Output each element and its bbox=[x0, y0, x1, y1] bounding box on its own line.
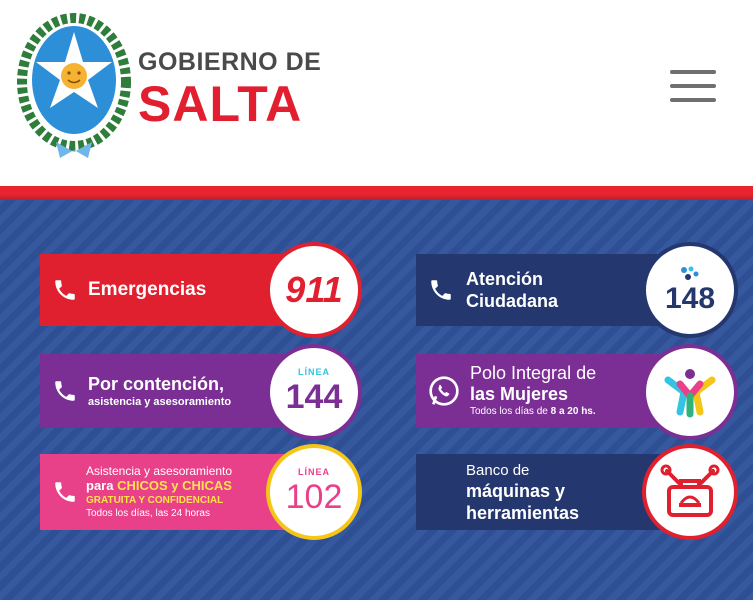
hamburger-menu-icon[interactable] bbox=[670, 68, 716, 106]
women-line2: las Mujeres bbox=[470, 384, 569, 404]
phone-icon bbox=[428, 277, 454, 303]
kids-line3: GRATUITA Y CONFIDENCIAL bbox=[86, 495, 224, 506]
dots-logo-icon bbox=[679, 265, 701, 283]
women-schedule bbox=[470, 405, 596, 419]
line-144-badge bbox=[266, 344, 362, 440]
emergency-line-card[interactable] bbox=[40, 242, 366, 332]
menu-bar bbox=[670, 84, 716, 88]
citizen-line1: Atención bbox=[466, 269, 544, 289]
tools-line1: Banco de bbox=[466, 461, 530, 479]
emergency-label: Emergencias bbox=[88, 279, 207, 300]
contention-line-card[interactable] bbox=[40, 344, 366, 440]
kids-line2-highlight: CHICOS y CHICAS bbox=[117, 478, 232, 493]
contention-label: Por contención, bbox=[88, 374, 225, 394]
women-schedule-prefix: Todos los días de bbox=[470, 406, 551, 417]
line-148-badge bbox=[642, 242, 738, 338]
women-pole-card[interactable] bbox=[416, 344, 742, 440]
line-102-badge bbox=[266, 444, 362, 540]
contact-lines-banner bbox=[0, 186, 753, 600]
kids-text bbox=[86, 464, 232, 520]
polo-mujeres-logo-icon bbox=[660, 362, 720, 422]
contention-sublabel: asistencia y asesoramiento bbox=[88, 396, 232, 408]
citizen-line-card[interactable] bbox=[416, 242, 742, 338]
emergency-number-badge bbox=[266, 242, 362, 338]
line-144-number: 144 bbox=[285, 378, 343, 416]
line-102-caption: LÍNEA bbox=[298, 467, 330, 477]
kids-line2-prefix: para bbox=[86, 478, 118, 493]
emergency-number: 911 bbox=[285, 269, 343, 310]
tools-line3: herramientas bbox=[466, 502, 580, 523]
phone-icon bbox=[52, 277, 78, 303]
women-text bbox=[470, 363, 596, 419]
toolbox-badge bbox=[642, 444, 738, 540]
toolbox-icon bbox=[659, 461, 721, 523]
citizen-line2: Ciudadana bbox=[466, 291, 559, 311]
line-148-number: 148 bbox=[664, 282, 716, 315]
line-102-number: 102 bbox=[285, 478, 343, 516]
women-schedule-hours: 8 a 20 hs. bbox=[550, 406, 596, 417]
kids-line1: Asistencia y asesoramiento bbox=[86, 464, 233, 478]
banner-red-stripe bbox=[0, 186, 753, 200]
logo-line-salta: SALTA bbox=[138, 76, 303, 132]
salta-coat-of-arms-icon[interactable] bbox=[16, 10, 132, 162]
tools-bank-card[interactable] bbox=[416, 442, 742, 542]
logo-wordmark[interactable] bbox=[138, 48, 321, 130]
line-144-caption: LÍNEA bbox=[298, 367, 330, 377]
logo-line-gobierno: GOBIERNO DE bbox=[138, 48, 322, 76]
kids-line4: Todos los días, las 24 horas bbox=[86, 508, 210, 519]
kids-line2 bbox=[86, 478, 232, 494]
tools-line2: máquinas y bbox=[466, 480, 566, 501]
site-header bbox=[0, 0, 753, 186]
tools-text bbox=[466, 461, 579, 524]
whatsapp-icon bbox=[428, 375, 460, 407]
phone-icon bbox=[52, 378, 78, 404]
kids-line-card[interactable] bbox=[40, 442, 366, 542]
citizen-text bbox=[466, 268, 558, 312]
menu-bar bbox=[670, 70, 716, 74]
women-line1: Polo Integral de bbox=[470, 363, 597, 383]
menu-bar bbox=[670, 98, 716, 102]
contention-text bbox=[88, 373, 231, 409]
polo-mujeres-badge bbox=[642, 344, 738, 440]
phone-icon bbox=[52, 479, 78, 505]
